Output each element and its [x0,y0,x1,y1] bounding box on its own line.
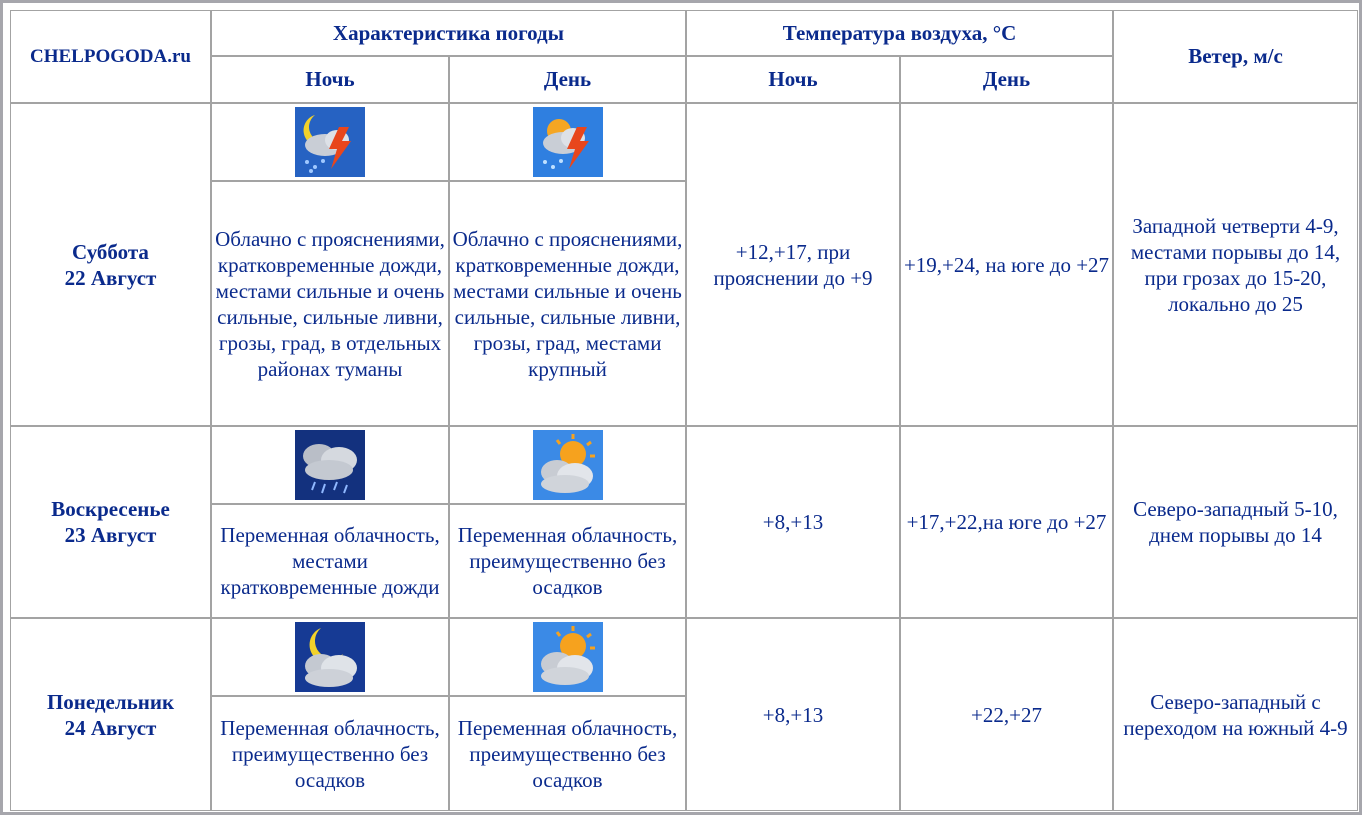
air-temperature-header: Температура воздуха, °С [686,10,1113,56]
partly-cloudy-sun-icon [533,430,603,500]
rain-clouds-icon [295,430,365,500]
day-description: Переменная облачность, преимущественно без осадков [449,504,686,618]
night-description: Переменная облачность, преимущественно без осадков [211,696,449,811]
temp-night-header: Ночь [686,56,900,103]
date: 24 Август [64,715,157,740]
night-icon-cell [211,103,449,181]
night-icon-cell [211,618,449,696]
date: 22 Август [64,265,157,290]
night-description: Переменная облачность, местами кратковременные дожди [211,504,449,618]
date-cell [10,103,211,426]
weekday: Суббота [72,239,149,264]
temp-night: +12,+17, при прояснении до +9 [686,103,900,426]
wind-value: Северо-западный с переходом на южный 4-9 [1113,618,1358,811]
site-name: CHELPOGODA.ru [10,10,211,103]
day-icon-cell [449,426,686,504]
weekday: Понедельник [46,689,175,714]
date-cell [10,618,211,811]
cloud-moon-thunderstorm-icon [295,107,365,177]
wind-header: Ветер, м/с [1113,10,1358,103]
date-cell [10,426,211,618]
wind-value: Западной четверти 4-9, местами порывы до 14, при грозах до 15-20, локально до 25 [1113,103,1358,426]
night-description: Облачно с прояснениями, кратковременные дожди, местами сильные и очень сильные, сильные ливни, грозы, град, в отдельных районах туманы [211,181,449,426]
day-description: Переменная облачность, преимущественно без осадков [449,696,686,811]
temp-day: +19,+24, на юге до +27 [900,103,1113,426]
day-icon-cell [449,618,686,696]
weather-night-header: Ночь [211,56,449,103]
weather-day-header: День [449,56,686,103]
temp-night: +8,+13 [686,618,900,811]
day-icon-cell [449,103,686,181]
weekday: Воскресенье [51,497,170,521]
temp-day: +17,+22,на юге до +27 [900,426,1113,618]
partly-cloudy-sun-icon [533,622,603,692]
cloud-sun-thunderstorm-icon [533,107,603,177]
night-icon-cell [211,426,449,504]
date: 23 Август [64,523,157,547]
cloud-moon-icon [295,622,365,692]
temp-day-header: День [900,56,1113,103]
temp-night: +8,+13 [686,426,900,618]
wind-value: Северо-западный 5-10, днем порывы до 14 [1113,426,1358,618]
weather-characteristics-header: Характеристика погоды [211,10,686,56]
temp-day: +22,+27 [900,618,1113,811]
day-description: Облачно с прояснениями, кратковременные дожди, местами сильные и очень сильные, сильные ливни, грозы, град, местами крупный [449,181,686,426]
